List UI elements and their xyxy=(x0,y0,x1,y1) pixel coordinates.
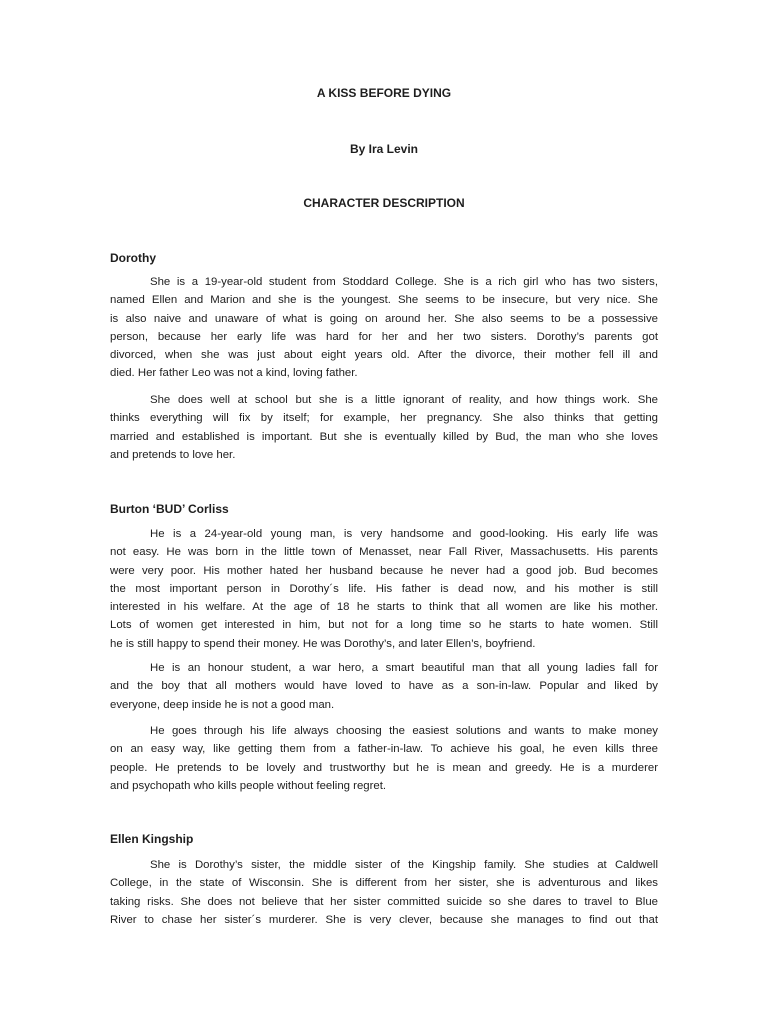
text-line: people. He pretends to be lovely and trustworthy but he is mean and greedy. He is a murderer xyxy=(110,761,658,774)
character-heading: Dorothy xyxy=(110,251,156,265)
text-line: married and established is important. But she is eventually killed by Bud, the man who she loves xyxy=(110,430,658,443)
paragraph xyxy=(110,391,658,464)
text-line: not easy. He was born in the little town of Menasset, near Fall River, Massachusetts. His parents xyxy=(110,546,658,559)
text-line: and psychopath who kills people without feeling regret. xyxy=(110,779,387,792)
text-line: She is a 19-year-old student from Stoddard College. She is a rich girl who has two sisters, xyxy=(150,276,658,288)
character-heading: Ellen Kingship xyxy=(110,832,194,846)
text-line: named Ellen and Marion and she is the youngest. She seems to be insecure, but very nice. She xyxy=(110,294,658,307)
text-line: and pretends to love her. xyxy=(110,448,236,461)
text-line: Lots of women get interested in him, but not for a long time so he starts to hate women. Still xyxy=(110,619,658,632)
text-line: he is still happy to spend their money. He was Dorothy’s, and later Ellen’s, boyfriend. xyxy=(110,637,536,650)
text-line: thinks everything will fix by itself; for example, her pregnancy. She also thinks that getting xyxy=(110,412,658,425)
text-line: He is a 24-year-old young man, is very handsome and good-looking. His early life was xyxy=(150,528,658,540)
text-line: person, because her early life was hard for her and her two sisters. Dorothy’s parents got xyxy=(110,330,658,343)
document-title: A KISS BEFORE DYING xyxy=(316,86,452,100)
text-line: interested in his welfare. At the age of 18 he starts to think that all women are like his mother. xyxy=(110,601,658,614)
paragraph xyxy=(110,273,658,383)
paragraph xyxy=(110,722,658,795)
paragraph xyxy=(110,659,658,714)
text-line: He is an honour student, a war hero, a smart beautiful man that all young ladies fall for xyxy=(150,662,658,674)
text-line: is also naive and unaware of what is going on around her. She also seems to be a possessive xyxy=(110,312,658,325)
section-subtitle: CHARACTER DESCRIPTION xyxy=(303,196,465,210)
text-line: He goes through his life always choosing the easiest solutions and wants to make money xyxy=(150,725,658,737)
text-line: on an easy way, like getting them from a father-in-law. To achieve his goal, he even kills three xyxy=(110,743,658,756)
author-line: By Ira Levin xyxy=(349,142,419,156)
paragraph xyxy=(110,856,658,929)
character-heading: Burton ‘BUD’ Corliss xyxy=(110,502,229,516)
text-line: everyone, deep inside he is not a good man. xyxy=(110,698,335,711)
paragraph xyxy=(110,525,658,653)
text-line: the most important person in Dorothy´s life. His father is dead now, and his mother is still xyxy=(110,582,658,595)
text-line: died. Her father Leo was not a kind, loving father. xyxy=(110,367,358,380)
text-line: taking risks. She does not believe that her sister committed suicide so she dares to travel to Blue xyxy=(110,895,658,908)
text-line: College, in the state of Wisconsin. She is different from her sister, she is adventurous and likes xyxy=(110,877,658,890)
text-line: She does well at school but she is a little ignorant of reality, and how things work. She xyxy=(150,394,658,406)
text-line: and the boy that all mothers would have loved to have as a son-in-law. Popular and liked by xyxy=(110,680,658,693)
text-line: She is Dorothy’s sister, the middle sister of the Kingship family. She studies at Caldwell xyxy=(150,859,658,871)
text-line: divorced, when she was just about eight years old. After the divorce, their mother fell ill and xyxy=(110,349,658,362)
text-line: were very poor. His mother hated her husband because he never had a good job. Bud becomes xyxy=(110,564,658,577)
text-line: River to chase her sister´s murderer. She is very clever, because she manages to find out that xyxy=(110,913,658,926)
